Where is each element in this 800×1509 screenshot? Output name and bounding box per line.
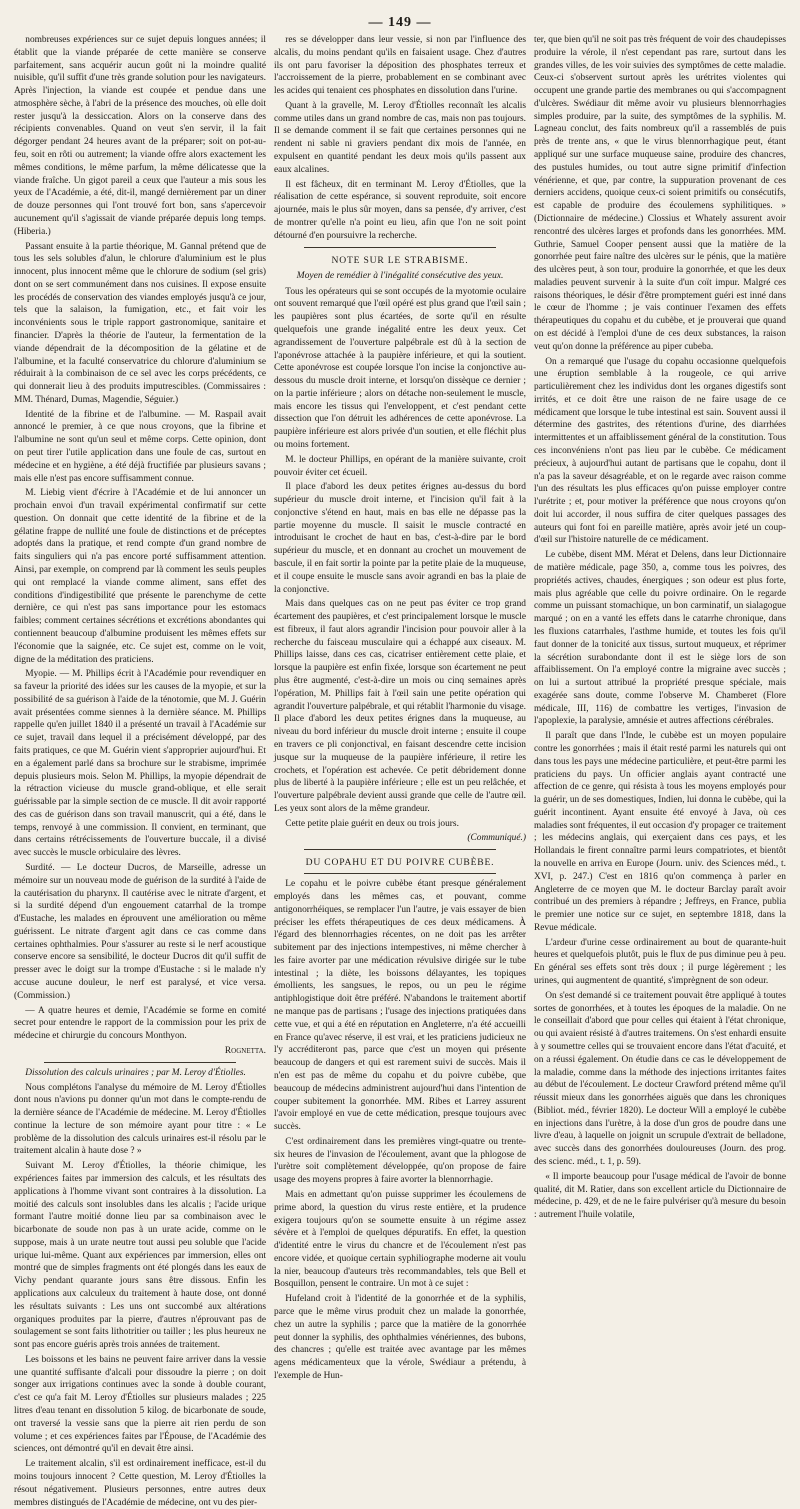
paragraph: L'ardeur d'urine cesse ordinairement au bout de quarante-huit heures et quelquefois plutôt, puis le flux de pus diminue peu à peu. En général ses effets sont très doux ; il purge légèrement ; les urines, qui augmentent de quantité, s'imprègnent de son odeur. (534, 937, 786, 987)
paragraph: Il paraît que dans l'Inde, le cubèbe est un moyen populaire contre les gonorrhées ; mais il était resté parmi les naturels qui ont dans tous les pays une médecine particulière, et peut-être parmi les praticiens du pays. Un officier anglais ayant contracté une affection de ce genre, qui résista à tous les moyens employés pour la guérir, un de ses domestiques, Indien, lui donna le cubèbe, qui la guérit incontinent. Ayant ensuite été envoyé à Java, où ces maladies sont fréquentes, il eut occasion d'y propager ce traitement ; les médecins anglais, qui exerçaient dans ces pays, et les Hollandais le firent connaître parmi leurs compatriotes, et bientôt la nouvelle en arriva en Europe (Journ. univ. des Sciences méd., t. XVI, p. 247.) C'est en 1816 qu'on commença à parler en Angleterre de ce moyen que M. le docteur Barclay paraît avoir contribué un des premiers à répandre ; Jeffreys, en France, publia le premier une notice sur ce sujet, en septembre 1818, dans la Revue médicale. (534, 731, 786, 933)
divider (44, 1062, 236, 1063)
paragraph: Le copahu et le poivre cubèbe étant presque généralement employés dans les mêmes cas, et pouvant, comme antigonorrhéiques, se remplacer l'un l'autre, je vais essayer de bien préciser les effets thérapeutiques de ces deux médicamens. À l'égard des blennorrhagies récentes, on ne doit pas les arrêter subitement par des injections intempestives, ni même chercher à les faire avorter par une médication révulsive dirigée sur le tube intestinal ; la diète, les boissons délayantes, les topiques émollients, les sangsues, le repos, ou un peu le régime antiphlogistique doit être préféré. N'abandons le traitement abortif ne manque pas de partisans ; l'usage des injections pratiquées dans cette vue, et qui a été en réputation en Angleterre, n'a été accueilli en France qu'avec réserve, il est vrai, et les praticiens judicieux ne l'y accréditeront pas, parce que c'est un moyen qui présente beaucoup de dangers et qui est rarement suivi de succès. Mais il n'en est pas de même du copahu et du poivre cubèbe, que beaucoup de médecins administrent aujourd'hui dans l'intention de couper subitement la gonorrhée. MM. Ribes et Larrey assurent l'avoir employé en vue de cette médication, presque toujours avec succès. (274, 879, 526, 1133)
paragraph: Il place d'abord les deux petites érignes au-dessus du bord supérieur du muscle droit interne, et l'incision qu'il fait à la conjonctive s'étend en haut, mais en bas elle ne dépasse pas la partie moyenne du muscle. Il saisit le muscle contracté en introduisant le crochet de haut en bas, c'est-à-dire par le bord supérieur du muscle, et en donnant au crochet un mouvement de bascule, il en fait sortir la pointe par la petite plaie de la muqueuse, et il coupe ensuite le muscle sans avoir agrandi en bas la plaie de la conjonctive. (274, 482, 526, 595)
author-signature: Rognetta. (224, 1045, 266, 1056)
paragraph: M. Liebig vient d'écrire à l'Académie et de lui annoncer un prochain envoi d'un travail expérimental confirmatif sur cette question. On donnait que cette identité de la fibrine et de la gélatine frappe de nullité une foule de distinctions et de préceptes adoptés dans la pratique, et rend compte d'un grand nombre de faits singuliers qui n'a pas encore porté suffisamment attention. Ainsi, par exemple, on comprend par là comment les seuls peuples qui ont remplacé la viande comme aliment, sans effet des conditions d'indigestibilité que présente le parenchyme de cette dernière, ce qui n'est pas sans importance pour les estomacs faibles; comment certaines sécrétions et excrétions abondantes qui contiennent beaucoup d'albumine produisent les mêmes effets sur l'économie que la saignée, etc. Ce sujet est, comme on le voit, digne de la méditation des praticiens. (14, 488, 266, 665)
paragraph: ter, que bien qu'il ne soit pas très fréquent de voir des chaudepisses produire la vérole, il n'est cependant pas rare, surtout dans les grandes villes, de les voir suivies des symptômes de cette maladie. Ceux-ci s'observent surtout après les urétrites violentes qui occupent une grande partie des membranes ou qui s'accompagnent d'ulcères. Swédiaur dit même avoir vu plusieurs blennorrhagies simples produire, par la suite, des symptômes de la syphilis. M. Lagneau conclut, des faits nombreux qu'il a rassemblés de puis près de trente ans, « que le virus blennorrhagique peut, étant appliqué sur une surface muqueuse saine, produire des chancres, des pustules humides, ou tout autre signe primitif d'infection vénérienne, et que, par contre, la suppuration provenant de ces derniers accidens, quoique ceux-ci soient primitifs ou consécutifs, est capable de produire des écoulemens syphilitiques. » (Dictionnaire de médecine.) Clossius et Whately assurent avoir rencontré des ulcères larges et profonds dans les gonorrhées. MM. Guthrie, Samuel Cooper pensent aussi que la matière de la gonorrhée peut faire naître des ulcères sur le pénis, que la matière des ulcères peut, à son tour, produire la gonorrhée, et que les deux maladies peuvent survenir à la suite d'un coït impur. Malgré ces raisons théoriques, le désir d'être promptement guéri est inné dans le cœur de l'homme ; je vais continuer l'examen des effets thérapeutiques du copahu et du cubèbe, et je prouverai que quand on est décidé à l'emploi d'une de ces deux substances, la raison veut qu'on donne la préférence au piper cubeba. (534, 35, 786, 352)
paragraph: Tous les opérateurs qui se sont occupés de la myotomie oculaire ont souvent remarqué que l'œil opéré est plus grand que l'œil sain ; les paupières sont plus écartées, de sorte qu'il en résulte quelquefois une grande inégalité entre les deux yeux. Cet agrandissement de l'ouverture palpébrale est dû à la section de l'aponévrose attachée à la paupière inférieure, et qui la soutient. Cette aponévrose est coupée lorsque l'on incise la conjonctive au-dessous du muscle droit interne, et lorsqu'on dissèque ce dernier ; on la partie inférieure ; alors on détache non-seulement le muscle, mais encore les tissus qui l'enveloppent, et c'est pendant cette dissection que l'on détruit les adhérences de cette aponévrose. La paupière inférieure est alors privée d'un soutien, et elle fléchit plus ou moins fortement. (274, 286, 526, 450)
paragraph: Cette petite plaie guérit en deux ou trois jours. (285, 818, 459, 829)
paragraph: nombreuses expériences sur ce sujet depuis longues années; il établit que la viande préparée de cette manière se conserve parfaitement, sans acquérir aucun goût ni la moindre qualité nuisible, qu'il suffit d'une très grande solution pour les navigateurs. Après l'injection, la viande est coupée et pendue dans une atmosphère sèche, à l'abri de la présence des mouches, où elle doit rester jusqu'à la dessiccation. Alors on la conserve dans des récipients convenables. Quand on veut s'en servir, il la fait dégorger pendant 24 heures avant de la préparer; soit on pot-au-feu, soit en rôti ou autrement; la viande offre alors exactement les mêmes conditions, le même parfum, la même délicatesse que la viande fraîche. Un gigot pareil a ceux que l'auteur a mis sous les yeux de l'Académie, a été, dit-il, mangé dernièrement par un diner de douze personnes qui l'ont trouvé fort bon, sans s'apercevoir aucunement qu'il s'agissait de viande préparée depuis long temps. (Hiberia.) (14, 35, 266, 237)
paragraph: C'est ordinairement dans les premières vingt-quatre ou trente-six heures de l'invasion de l'écoulement, avant que la phlogose de l'urètre soit complètement développée, qu'on propose de faire usage des moyens propres à faire avorter la blennorrhagie. (274, 1136, 526, 1186)
paragraph: Nous complétons l'analyse du mémoire de M. Leroy d'Étiolles dont nous n'avions pu donner qu'un mot dans le compte-rendu de la dernière séance de l'Académie de médecine. M. Leroy d'Étiolles continue la lecture de son mémoire ayant pour titre : « Le problème de la dissolution des calculs urinaires est-il résolu par le traitement alcalin à haute dose ? » (14, 1082, 266, 1157)
paragraph: On s'est demandé si ce traitement pouvait être appliqué à toutes sortes de gonorrhées, et à toutes les époques de la maladie. On ne le conseillait d'abord que pour celles qui étaient à l'état chronique, ou qui avaient résisté à d'autres traitemens. On s'est enhardi ensuite à y soumettre celles qui se trouvaient encore dans l'état d'acuité, et on a réussi également. On étudie dans ce cas le développement de la maladie, comme dans la méthode des injections irritantes faites au début de l'écoulement. Le docteur Crawford prétend même qu'il réussit mieux dans les gonorrhées aiguës que dans les chroniques (Bibliot. méd., février 1820). Le docteur Will a employé le cubèbe en injections dans l'urètre, à la dose d'un gros de poudre dans une livre d'eau, à laquelle on joignit un scrupule d'extrait de belladone, avec succès dans des gonorrhées douloureuses (Journ. des prog. des scienc. méd., t. 1, p. 59). (534, 990, 786, 1167)
column-3 (534, 34, 786, 1221)
text-columns (14, 34, 786, 1508)
column-1 (14, 34, 266, 1508)
divider (304, 247, 496, 248)
section-heading: NOTE SUR LE STRABISME. (331, 254, 469, 266)
paragraph: M. le docteur Phillips, en opérant de la manière suivante, croit pouvoir éviter cet écueil. (274, 454, 526, 478)
divider (304, 873, 496, 874)
paragraph: Passant ensuite à la partie théorique, M. Gannal prétend que de tous les sels solubles d'alun, le chlorure d'aluminium est le plus innocent, plus innocent même que le chlorure de sodium (sel gris) dont on se sert communément dans nos cuisines. Il expose ensuite les procédés de conservation des viandes employés jusqu'à ce jour, tels que la salaison, la fumigation, etc., et fait voir les inconvénients sous le triple rapport gastronomique, sanitaire et financier. D'après la théorie de l'auteur, la fermentation de la viande dépendrait de la décomposition de la gélatine et de l'albumine, et la faculté conservatrice du chlorure d'aluminium se réduirait à la combinaison de ce sel avec les corps précédents, ce qui donnerait lieu à des produits imputrescibles. (Commissaires : MM. Thénard, Dumas, Magendie, Séguier.) (14, 241, 266, 405)
paragraph: On a remarqué que l'usage du copahu occasionne quelquefois une éruption semblable à la rougeole, ce qui arrive particulièrement chez les individus dont les organes digestifs sont irrités, et ce doit être une raison de ne faire usage de ce médicament que lorsque le tube intestinal est sain. Souvent aussi il détermine des gastrites, des rétentions d'urine, des diarrhées intermittentes et un affaiblissement général de la constitution. Tous ces inconvéniens n'ont pas lieu par le cubèbe. Ce médicament précieux, à aujourd'hui autant de partisans que le copahu, dont il n'a pas la saveur désagréable, et on le regarde avec raison comme l'un des résultats les plus efficaces qu'on puisse employer contre l'urétrite ; et, pour motiver la préférence que nous croyons qu'on doit lui accorder, il nous suffira de citer quelques passages des auteurs qui font foi en pareille matière, après avoir jeté un coup-d'œil sur l'histoire naturelle de ce médicament. (534, 356, 786, 546)
paragraph: Surdité. — Le docteur Ducros, de Marseille, adresse un mémoire sur un nouveau mode de guérison de la surdité à l'aide de la cautérisation du pharynx. Il cautérise avec le nitrate d'argent, et si la surdité dépend d'un engouement catarrhal de la trompe d'Eustache, les malades en éprouvent une amélioration ou même guérissent. Le nitrate d'argent agit dans ce cas comme dans certaines ophthalmies. Pour s'assurer au reste si le nerf acoustique conserve encore sa sensibilité, le docteur Ducros dit qu'il suffit de presser avec le doigt sur la trompe d'Eustache : si le malade n'y accuse aucune douleur, le nerf est paralysé, et vice versa. (Commission.) (14, 863, 266, 1001)
paragraph: Quant à la gravelle, M. Leroy d'Étiolles reconnaît les alcalis comme utiles dans un grand nombre de cas, mais non pas toujours. Il se demande comment il se fait que certaines personnes qui ne rendent ni sable ni graviers pendant dix mois de l'année, en expulsent en quantité pendant les deux mois qu'ils passent aux eaux alcalines. (274, 100, 526, 175)
paragraph: Hufeland croit à l'identité de la gonorrhée et de la syphilis, parce que le même virus produit chez un malade la gonorrhée, chez un autre la syphilis ; parce que la matière de la gonorrhée peut donner la syphilis, des ophthalmies vénériennes, des bubons, des chancres ; qu'elle est traitée avec avantage par les mêmes agens médicamenteux que la vérole, Swédiaur a prétendu, à l'exemple de Hun- (274, 1294, 526, 1381)
paragraph: — A quatre heures et demie, l'Académie se forme en comité secret pour entendre le rapport de la commission pour les prix de médecine et chirurgie du concours Monthyon. (14, 1005, 266, 1042)
paragraph: Il est fâcheux, dit en terminant M. Leroy d'Étiolles, que la réalisation de cette espérance, si souvent reproduite, soit encore ajournée, mais le plus sûr moyen, dans sa pensée, d'y arriver, c'est de montrer qu'elle n'a point eu lieu, afin que l'on ne soit point détourné d'en poursuivre la recherche. (274, 179, 526, 241)
article-heading: Dissolution des calculs urinaires ; par M. Leroy d'Étiolles. (25, 1067, 246, 1078)
section-heading: DU COPAHU ET DU POIVRE CUBÈBE. (305, 857, 495, 869)
paragraph: Le traitement alcalin, s'il est ordinairement inefficace, est-il du moins toujours innocent ? Cette question, M. Leroy d'Étiolles la résout négativement. Plusieurs personnes, entre autres deux membres distingués de l'Académie de médecine, ont vu des pier- (14, 1459, 266, 1508)
page-number: — 149 — (368, 15, 432, 30)
paragraph: Suivant M. Leroy d'Étiolles, la théorie chimique, les expériences faites par immersion des calculs, et les résultats des applications à l'homme vivant sont contraires à la dissolution. La moitié des calculs sont insolubles dans les alcalis ; l'acide urique formant l'autre moitié donne lieu par sa combinaison avec le bicarbonate de soude non pas à un urate acide, comme on le suppose, mais à un urate neutre tout aussi peu soluble que l'acide urique lui-même. Quant aux expériences par immersion, elles ont montré que de simples fragments ont été plongés dans les eaux de Vichy pendant quarante jours sans être dissous. Enfin les applications aux calculeux du traitement à haute dose, ont donné les résultats suivants : Les uns ont succombé aux altérations organiques produites par la pierre, d'autres n'éprouvant pas de soulagement se sont faits lithotritier ou tailler ; les plus heureux ne sont pas encore guéris après trois années de traitement. (14, 1161, 266, 1351)
paragraph: Myopie. — M. Phillips écrit à l'Académie pour revendiquer en sa faveur la priorité des idées sur les causes de la myopie, et sur la possibilité de sa guérison à l'aide de la ténotomie, que M. J. Guérin avait présentées comme siennes à la dernière séance. M. Phillips rappelle qu'en juillet 1840 il a présenté un travail à l'Académie sur ce sujet, travail dans lequel il a précisément développé, par des faits pratiques, ce que M. Guérin vient s'approprier aujourd'hui. Et en a également parlé dans sa brochure sur le strabisme, imprimée depuis plusieurs mois. Selon M. Phillips, la myopie dépendrait de la rétraction vicieuse du muscle grand-oblique, et elle serait guérissable par la simple section de ce muscle. Il dit avoir rapporté des cas de guérison dans son travail manuscrit, qui a été, dans le temps, renvoyé à une commission. Il convient, en terminant, que dans certains rétrécissements de l'ouverture buccale, il a divisé avec succès le muscle orbiculaire des lèvres. (14, 669, 266, 859)
section-subtitle: Moyen de remédier à l'inégalité consécutive des yeux. (296, 269, 504, 281)
paragraph: Identité de la fibrine et de l'albumine. — M. Raspail avait annoncé le premier, à ce que nous croyons, que la fibrine et l'albumine ne sont qu'un seul et même corps. Cette opinion, dont on peut tirer l'utile application dans une foule de cas, surtout en médecine et en hygiène, a été déjà fructifiée par plusieurs savans ; mais elle n'est pas encore suffisamment connue. (14, 409, 266, 484)
paragraph: Le cubèbe, disent MM. Mérat et Delens, dans leur Dictionnaire de matière médicale, page 350, a, comme tous les poivres, des propriétés actives, chaudes, énergiques ; son odeur est plus forte, mais plus agréable que celle du poivre ordinaire. On le regarde comme un puissant stomachique, un bon carminatif, un sialagogue marqué ; on en a vanté les effets dans le catarrhe chronique, dans les fluxions catarrhales, l'asthme humide, et toutes les fois qu'il faut donner de la tonicité aux tissus, surtout muqueux, et réprimer la sécrétion surabondante dont il est le siège lors de son affaiblissement. On l'a employé contre la migraine avec succès ; on lui a surtout attribué la propriété presque spéciale, mais exagérée sans doute, comme l'observe M. Chamberet (Flore médicale, III, 116) de combattre les vertiges, l'invasion de l'apoplexie, la paralysie, amnésie et autres affections cérébrales. (534, 550, 786, 727)
divider (304, 849, 496, 850)
paragraph: res se développer dans leur vessie, si non par l'influence des alcalis, du moins pendant qu'ils en faisaient usage. Chez d'autres ils ont paru favoriser la déposition des phosphates terreux et l'accroissement de la pierre, probablement en se combinant avec les acides qui tenaient ces phosphates en dissolution dans l'urine. (274, 35, 526, 97)
paragraph: Les boissons et les bains ne peuvent faire arriver dans la vessie une quantité suffisante d'alcali pour dissoudre la pierre ; on doit songer aux irrigations continues avec la sonde à double courant, c'est ce qu'a fait M. Leroy d'Étiolles sur plusieurs malades ; 225 litres d'eau tenant en dissolution 5 kilog. de bicarbonate de soude, ont traversé la vessie sans que la pierre ait rien perdu de son volume ; et ces expériences faites par l'Épouse, de l'Académie des sciences, ont démontré qu'il en devait être ainsi. (14, 1354, 266, 1455)
column-2 (274, 34, 526, 1381)
paragraph: Mais en admettant qu'on puisse supprimer les écoulemens de prime abord, la question du virus reste entière, et la prudence exigera toujours qu'on se soumette ensuite à un régime assez sévère et à l'emploi de quelques dépuratifs. En effet, la question d'identité entre le virus du chancre et de l'écoulement n'est pas encore vidée, et quoique certain syphiliographe moderne ait voulu la nier, beaucoup d'auteurs très recommandables, tels que Bell et Bosquillon, pensent le contraire. Un mot à ce sujet : (274, 1189, 526, 1290)
credit-line: (Communiqué.) (467, 833, 526, 844)
paragraph: « Il importe beaucoup pour l'usage médical de l'avoir de bonne qualité, dit M. Ratier, dans son excellent article du Dictionnaire de médecine, p. 429, et de ne le faire pulvériser qu'à mesure du besoin : autrement l'huile volatile, (534, 1171, 786, 1221)
paragraph: Mais dans quelques cas on ne peut pas éviter ce trop grand écartement des paupières, et c'est principalement lorsque le muscle est fibreux, il faut alors agrandir l'incision pour pouvoir aller à la recherche du faisceau musculaire qui a échappé aux ciseaux. M. Phillips laisse, dans ces cas, cicatriser entièrement cette plaie, et lorsque la paupière est enfin fixée, lorsque son écartement ne peut plus être augmenté, c'est-à-dire un mois ou cinq semaines après l'opération, M. Phillips fait à l'œil sain une petite opération qui agrandit l'ouverture palpébrale, et qui rétablit l'harmonie du visage. Il place d'abord les deux petites érignes dans la muqueuse, au niveau du bord inférieur du muscle droit interne ; ensuite il coupe en travers ce pli conjonctival, en faisant descendre cette incision jusque sur la muqueuse de la paupière inférieure, il retire les crochets, et l'opération est achevée. Ce petit débridement donne plus de liberté à la paupière inférieure ; elle est un peu relâchée, et l'ouverture palpébrale devient aussi grande que celle de l'autre œil. Les yeux sont alors de la même grandeur. (274, 599, 526, 814)
